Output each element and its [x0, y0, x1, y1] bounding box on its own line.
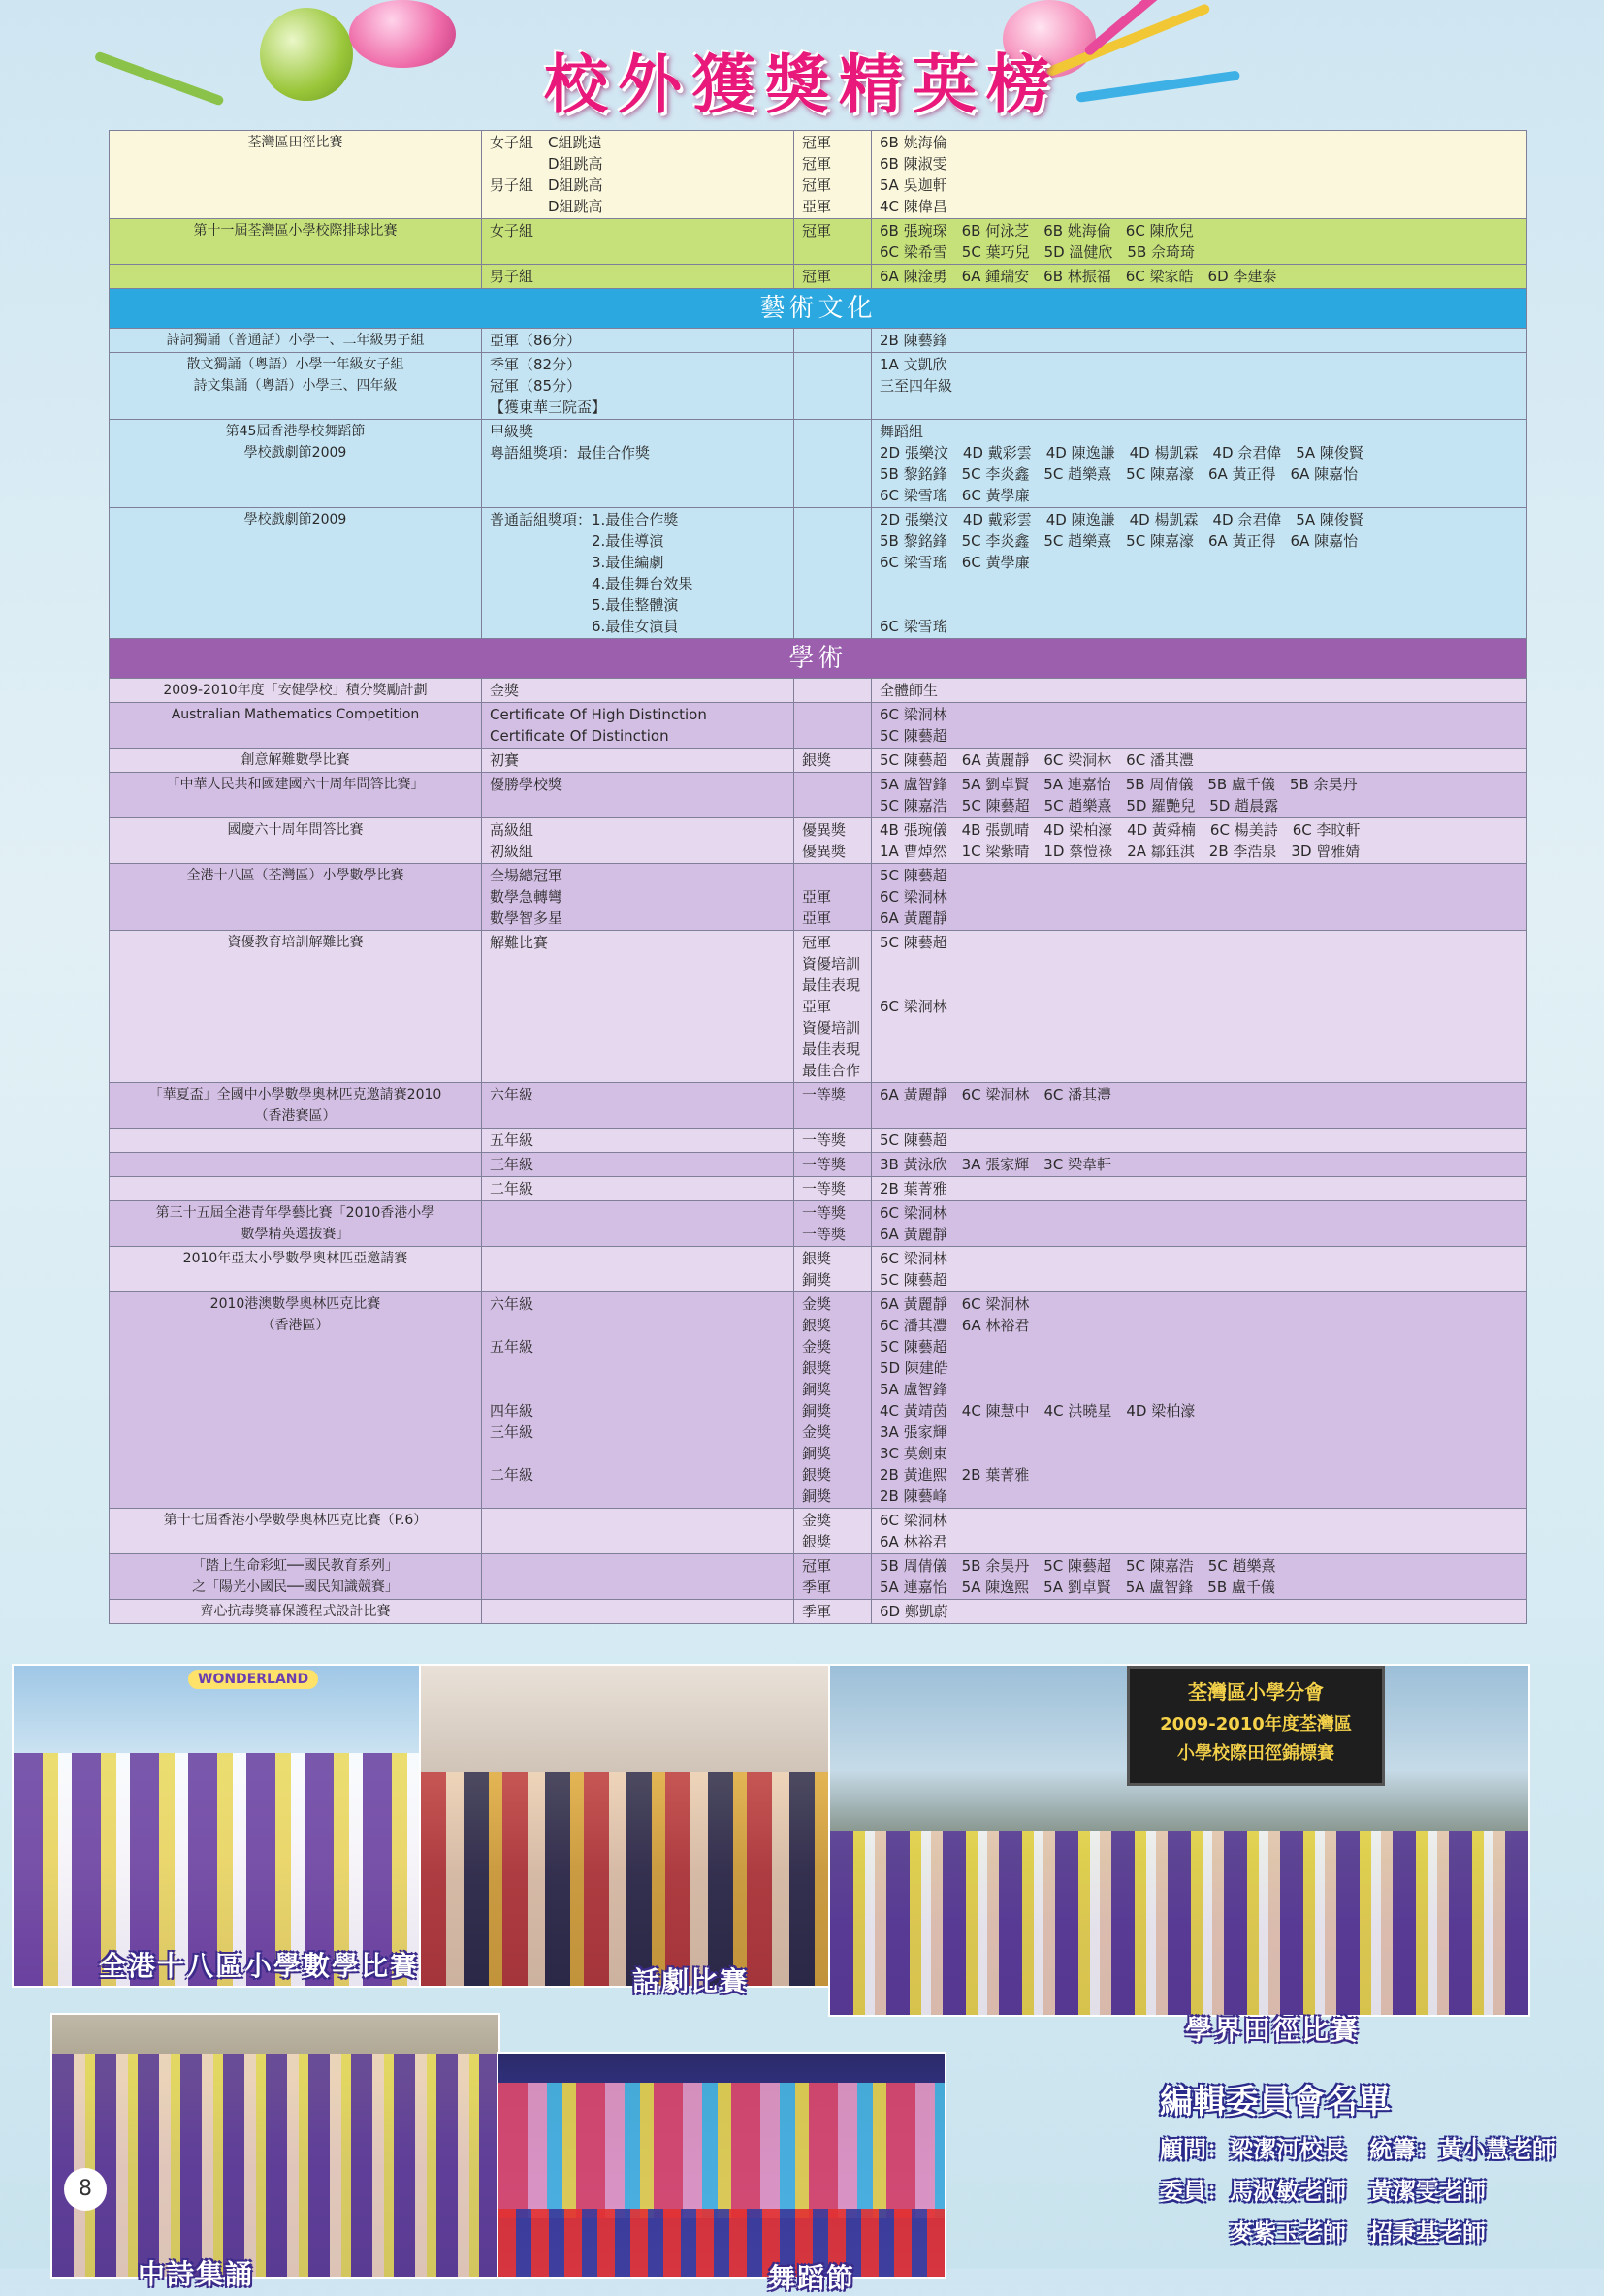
award-cell: 銀獎 銅獎 [794, 1247, 872, 1292]
category-cell: 女子組 C組跳遠 D組跳高 男子組 D組跳高 D組跳高 [482, 131, 794, 219]
photo-caption: 話劇比賽 [632, 1965, 750, 1997]
winners-cell: 6C 梁洞林 5C 陳藝超 [872, 1247, 1527, 1292]
category-cell: 二年級 [482, 1177, 794, 1201]
award-row [110, 353, 1527, 420]
category-cell: 普通話組獎項：1.最佳合作獎 2.最佳導演 3.最佳編劇 4.最佳舞台效果 5.最佳整體演 6.最佳女演員 [482, 508, 794, 639]
winners-cell: 6A 黃麗靜 6C 梁洞林 6C 潘其灃 6A 林裕君 5C 陳藝超 5D 陳建皓 5A 盧智鋒 4C 黃靖茵 4C 陳慧中 4C 洪曉星 4D 梁柏濠 3A 張家輝 3C 莫劍東 2B 黃進熙 2B 葉菁雅 2B 陳藝峰 [872, 1292, 1527, 1509]
award-row [110, 679, 1527, 703]
event-name-cell: 散文獨誦（粵語）小學一年級女子組 詩文集誦（粵語）小學三、四年級 [110, 353, 482, 420]
winners-cell: 5A 盧智鋒 5A 劉卓賢 5A 連嘉怡 5B 周倩儀 5B 盧千儀 5B 余昊丹 5C 陳嘉浩 5C 陳藝超 5C 趙樂熹 5D 羅艷兒 5D 趙晨露 [872, 773, 1527, 818]
category-cell: 六年級 [482, 1083, 794, 1129]
scoreboard-line: 荃灣區小學分會 [1188, 1680, 1324, 1704]
event-name-cell [110, 1177, 482, 1201]
category-cell: 季軍（82分） 冠軍（85分） 【獲東華三院盃】 [482, 353, 794, 420]
award-row [110, 1177, 1527, 1201]
winners-cell: 6A 陳淦勇 6A 鍾瑞安 6B 林振福 6C 梁家皓 6D 李建泰 [872, 265, 1527, 289]
event-name-cell: 全港十八區（荃灣區）小學數學比賽 [110, 864, 482, 931]
winners-cell: 6C 梁洞林 5C 陳藝超 [872, 703, 1527, 749]
award-row [110, 1247, 1527, 1292]
winners-cell: 2B 葉菁雅 [872, 1177, 1527, 1201]
awards-table [109, 130, 1527, 1624]
event-name-cell: 詩詞獨誦（普通話）小學一、二年級男子組 [110, 329, 482, 353]
award-cell: 冠軍 [794, 219, 872, 265]
winners-cell: 6B 張琬琛 6B 何泳芝 6B 姚海倫 6C 陳欣兒 6C 梁希雪 5C 葉巧兒 5D 溫健欣 5B 佘琦琦 [872, 219, 1527, 265]
event-name-cell: 齊心抗毒獎幕保護程式設計比賽 [110, 1600, 482, 1624]
event-name-cell: 創意解難數學比賽 [110, 749, 482, 773]
page-number: 8 [64, 2168, 107, 2211]
editorial-line: 顧問：梁潔河校長 統籌：黃小慧老師 [1160, 2135, 1556, 2163]
winners-cell: 5C 陳藝超 6C 梁洞林 [872, 931, 1527, 1083]
award-cell: 一等獎 一等獎 [794, 1201, 872, 1247]
category-cell: 高級組 初級組 [482, 818, 794, 864]
award-cell [794, 773, 872, 818]
award-row [110, 219, 1527, 265]
event-name-cell [110, 265, 482, 289]
event-name-cell: 資優教育培訓解難比賽 [110, 931, 482, 1083]
award-row [110, 508, 1527, 639]
award-row [110, 1153, 1527, 1177]
award-row [110, 420, 1527, 508]
award-cell [794, 329, 872, 353]
winners-cell: 6A 黃麗靜 6C 梁洞林 6C 潘其灃 [872, 1083, 1527, 1129]
category-cell: 初賽 [482, 749, 794, 773]
winners-cell: 2B 陳藝鋒 [872, 329, 1527, 353]
photo-caption: 全港十八區小學數學比賽 [99, 1950, 420, 1982]
category-cell: 男子組 [482, 265, 794, 289]
page-title: 校外獲獎精英榜 [544, 47, 1060, 122]
winners-cell: 2D 張樂汶 4D 戴彩雲 4D 陳逸謙 4D 楊凱霖 4D 佘君偉 5A 陳俊賢 5B 黎銘鋒 5C 李炎鑫 5C 趙樂熹 5C 陳嘉濠 6A 黃正得 6A 陳嘉怡 6C 梁雪瑤 6C 黃學廉 6C 梁雪瑤 [872, 508, 1527, 639]
award-row [110, 1129, 1527, 1153]
award-cell: 季軍 [794, 1600, 872, 1624]
category-cell: 優勝學校獎 [482, 773, 794, 818]
event-name-cell: 第45屆香港學校舞蹈節 學校戲劇節2009 [110, 420, 482, 508]
event-name-cell: 2010年亞太小學數學奧林匹亞邀請賽 [110, 1247, 482, 1292]
category-cell [482, 1247, 794, 1292]
award-row [110, 265, 1527, 289]
editorial-board [1160, 2075, 1587, 2248]
award-cell [794, 508, 872, 639]
event-name-cell: 2010港澳數學奧林匹克比賽 （香港區） [110, 1292, 482, 1509]
event-name-cell: 第十七屆香港小學數學奧林匹克比賽（P.6） [110, 1509, 482, 1554]
photo-dance-festival [497, 2052, 946, 2279]
event-name-cell: 國慶六十周年問答比賽 [110, 818, 482, 864]
category-cell [482, 1509, 794, 1554]
award-cell: 一等獎 [794, 1083, 872, 1129]
category-cell: 女子組 [482, 219, 794, 265]
event-name-cell: 學校戲劇節2009 [110, 508, 482, 639]
section-header-row [110, 289, 1527, 329]
winners-cell: 6C 梁洞林 6A 林裕君 [872, 1509, 1527, 1554]
event-name-cell: 荃灣區田徑比賽 [110, 131, 482, 219]
winners-cell: 1A 文凱欣 三至四年級 [872, 353, 1527, 420]
photo-math-competition [12, 1664, 423, 1988]
award-cell: 優異獎 優異獎 [794, 818, 872, 864]
category-cell: 六年級 五年級 四年級 三年級 二年級 [482, 1292, 794, 1509]
category-cell [482, 1554, 794, 1600]
award-row [110, 1201, 1527, 1247]
award-cell: 冠軍 冠軍 冠軍 亞軍 [794, 131, 872, 219]
event-name-cell: 2009-2010年度「安健學校」積分獎勵計劃 [110, 679, 482, 703]
award-cell [794, 420, 872, 508]
award-row [110, 931, 1527, 1083]
award-row [110, 773, 1527, 818]
category-cell [482, 1600, 794, 1624]
winners-cell: 5C 陳藝超 [872, 1129, 1527, 1153]
award-row [110, 1509, 1527, 1554]
award-cell: 冠軍 資優培訓 最佳表現 亞軍 資優培訓 最佳表現 最佳合作 [794, 931, 872, 1083]
award-cell: 金獎 銀獎 [794, 1509, 872, 1554]
category-cell [482, 1201, 794, 1247]
winners-cell: 5C 陳藝超 6A 黃麗靜 6C 梁洞林 6C 潘其灃 [872, 749, 1527, 773]
winners-cell: 5C 陳藝超 6C 梁洞林 6A 黃麗靜 [872, 864, 1527, 931]
award-cell: 一等獎 [794, 1153, 872, 1177]
winners-cell: 舞蹈組 2D 張樂汶 4D 戴彩雲 4D 陳逸謙 4D 楊凱霖 4D 佘君偉 5A 陳俊賢 5B 黎銘鋒 5C 李炎鑫 5C 趙樂熹 5C 陳嘉濠 6A 黃正得 6A 陳嘉怡 6C 梁雪瑤 6C 黃學廉 [872, 420, 1527, 508]
scoreboard-line: 小學校際田徑錦標賽 [1177, 1743, 1334, 1764]
event-name-cell: Australian Mathematics Competition [110, 703, 482, 749]
photo-drama-competition [419, 1664, 830, 1988]
winners-cell: 全體師生 [872, 679, 1527, 703]
event-name-cell [110, 1153, 482, 1177]
award-cell [794, 353, 872, 420]
photo-choral-speaking [50, 2013, 500, 2279]
event-name-cell: 第十一屆荃灣區小學校際排球比賽 [110, 219, 482, 265]
category-cell: 五年級 [482, 1129, 794, 1153]
winners-cell: 4B 張琬儀 4B 張凱晴 4D 梁柏濠 4D 黃舜楠 6C 楊美詩 6C 李旼軒 1A 曹焯然 1C 梁紫晴 1D 蔡愷祿 2A 鄒鈺淇 2B 李浩泉 3D 曾雅婧 [872, 818, 1527, 864]
category-cell: 甲級獎 粵語組獎項：最佳合作獎 [482, 420, 794, 508]
event-scoreboard [1127, 1666, 1385, 1786]
winners-cell: 6D 鄭凱蔚 [872, 1600, 1527, 1624]
award-cell [794, 679, 872, 703]
event-name-cell: 第三十五屆全港青年學藝比賽「2010香港小學 數學精英選拔賽」 [110, 1201, 482, 1247]
event-name-cell: 「踏上生命彩虹──國民教育系列」 之「陽光小國民──國民知識競賽」 [110, 1554, 482, 1600]
category-cell: 解難比賽 [482, 931, 794, 1083]
photo-caption: 中詩集誦 [138, 2258, 255, 2290]
award-row [110, 749, 1527, 773]
award-row [110, 818, 1527, 864]
award-row [110, 1600, 1527, 1624]
editorial-line: 麥紫玉老師 招秉基老師 [1160, 2218, 1486, 2247]
section-header: 藝術文化 [110, 289, 1527, 329]
winners-cell: 6C 梁洞林 6A 黃麗靜 [872, 1201, 1527, 1247]
category-cell: Certificate Of High Distinction Certificate Of Distinction [482, 703, 794, 749]
winners-cell: 5B 周倩儀 5B 余昊丹 5C 陳藝超 5C 陳嘉浩 5C 趙樂熹 5A 連嘉怡 5A 陳逸熙 5A 劉卓賢 5A 盧智鋒 5B 盧千儀 [872, 1554, 1527, 1600]
award-cell: 亞軍 亞軍 [794, 864, 872, 931]
award-row [110, 864, 1527, 931]
section-header-row [110, 639, 1527, 679]
event-name-cell [110, 1129, 482, 1153]
winners-cell: 6B 姚海倫 6B 陳淑雯 5A 吳迦軒 4C 陳偉昌 [872, 131, 1527, 219]
category-cell: 三年級 [482, 1153, 794, 1177]
award-cell: 冠軍 [794, 265, 872, 289]
section-header: 學術 [110, 639, 1527, 679]
award-row [110, 1083, 1527, 1129]
award-row [110, 131, 1527, 219]
event-name-cell: 「中華人民共和國建國六十周年問答比賽」 [110, 773, 482, 818]
award-row [110, 703, 1527, 749]
award-cell: 一等獎 [794, 1129, 872, 1153]
award-row [110, 329, 1527, 353]
awards-table-body [110, 131, 1527, 1624]
award-cell: 金獎 銀獎 金獎 銀獎 銅獎 銅獎 金獎 銅獎 銀獎 銅獎 [794, 1292, 872, 1509]
category-cell: 金獎 [482, 679, 794, 703]
award-cell: 冠軍 季軍 [794, 1554, 872, 1600]
photo-caption: 學界田徑比賽 [1185, 2014, 1361, 2046]
event-name-cell: 「華夏盃」全國中小學數學奧林匹克邀請賽2010 （香港賽區） [110, 1083, 482, 1129]
award-cell: 銀獎 [794, 749, 872, 773]
winners-cell: 3B 黃泳欣 3A 張家輝 3C 梁韋軒 [872, 1153, 1527, 1177]
category-cell: 亞軍（86分） [482, 329, 794, 353]
category-cell: 全場總冠軍 數學急轉彎 數學智多星 [482, 864, 794, 931]
award-cell [794, 703, 872, 749]
award-row [110, 1554, 1527, 1600]
award-cell: 一等獎 [794, 1177, 872, 1201]
editorial-heading: 編輯委員會名單 [1160, 2083, 1391, 2121]
award-row [110, 1292, 1527, 1509]
editorial-line: 委員：馬淑敏老師 黃潔雯老師 [1160, 2177, 1486, 2205]
photo-caption: 舞蹈節 [768, 2262, 856, 2294]
scoreboard-line: 2009-2010年度荃灣區 [1160, 1714, 1352, 1735]
wonderland-banner: WONDERLAND [188, 1670, 318, 1689]
